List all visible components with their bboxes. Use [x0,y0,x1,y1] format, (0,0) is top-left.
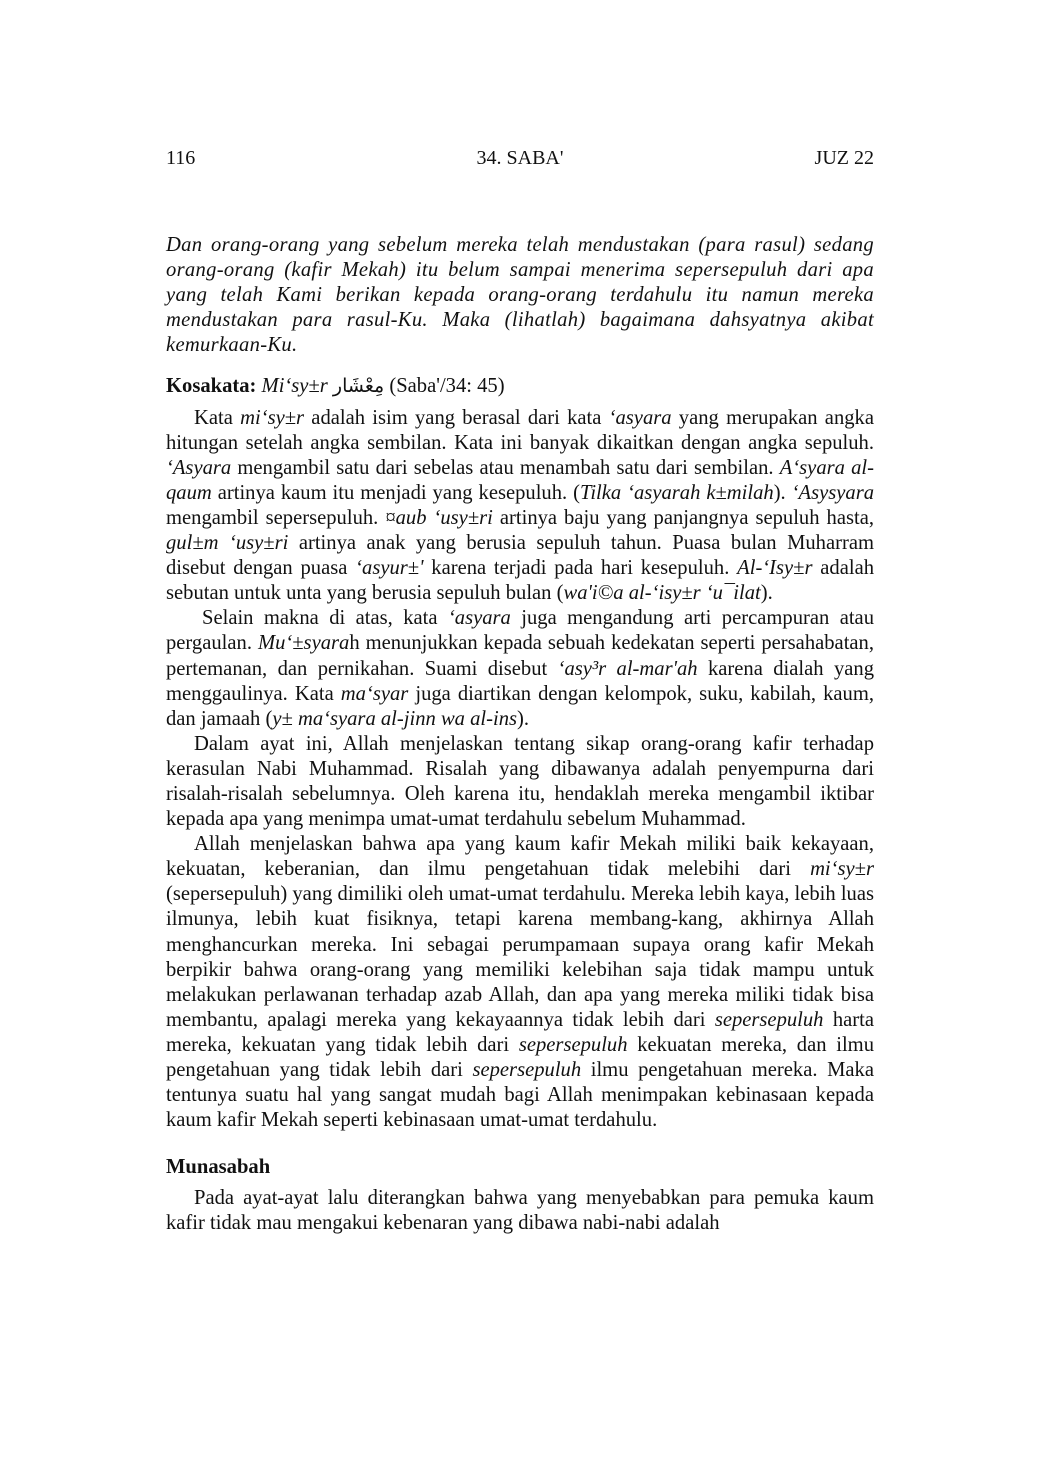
page-number: 116 [166,147,196,169]
juz-label: JUZ 22 [814,147,874,169]
paragraph-meaning: Selain makna di atas, kata ‘asyara juga mengandung arti percampuran atau pergaulan. Mu‘±syarah menunjukkan kepada sebuah kedekatan seperti persahabatan, pertemanan, dan pernikahan. Suami disebut ‘asy³r al-mar'ah karena dialah yang menggaulinya. Kata ma‘syar juga diartikan dengan kelompok, suku, kabilah, kaum, dan jamaah (y± ma‘syara al-jinn wa al-ins). [166,607,874,730]
kosakata-label: Kosakata: [166,375,257,398]
paragraph-vocabulary: Kata mi‘sy±r adalah isim yang berasal dari kata ‘asyara yang merupakan angka hitungan setelah angka sembilan. Kata ini banyak dikaitkan dengan angka sepuluh. ‘Asyara mengambil satu dari sebelas atau menambah satu dari sembilan. A‘syara al-qaum artinya kaum itu menjadi yang kesepuluh. (Tilka ‘asyarah k±milah). ‘Asysyara mengambil sepersepuluh. ¤aub ‘usy±ri artinya baju yang panjangnya sepuluh hasta, gul±m ‘usy±ri artinya anak yang berusia sepuluh tahun. Puasa bulan Muharram disebut dengan puasa ‘asyur±' karena terjadi pada hari kesepuluh. Al-‘Isy±r adalah sebutan untuk unta yang berusia sepuluh bulan (wa'i©a al-‘isy±r ‘u¯ilat). [166,406,875,605]
paragraph-munasabah: Pada ayat-ayat lalu diterangkan bahwa yang menyebabkan para pemuka kaum kafir tidak mau mengakui kebenaran yang dibawa nabi-nabi adalah [166,1187,874,1235]
kosakata-reference: (Saba'/34: 45) [389,375,505,398]
paragraph-explanation: Dalam ayat ini, Allah menjelaskan tentang sikap orang-orang kafir terhadap kerasulan Nabi Muhammad. Risalah yang dibawanya adalah penyempurna dari risalah-risalah sebelumnya. Oleh karena itu, hendaklah mereka mengambil iktibar kepada apa yang menimpa umat-umat terdahulu sebelum Muhammad. [166,732,874,831]
paragraph-comparison: Allah menjelaskan bahwa apa yang kaum kafir Mekah miliki baik kekayaan, kekuatan, keberanian, dan ilmu pengetahuan tidak melebihi dari mi‘sy±r (sepersepuluh) yang dimiliki oleh umat-umat terdahulu. Mereka lebih kaya, lebih luas ilmunya, lebih kuat fisiknya, tetapi karena membang-kang, akhirnya Allah menghancurkan mereka. Ini sebagai perumpamaan supaya orang kafir Mekah berpikir bahwa orang-orang yang memiliki kelebihan saja tidak mampu untuk melakukan perlawanan terhadap azab Allah, dan apa yang mereka miliki tidak bisa membantu, apalagi mereka yang kekayaannya tidak lebih dari sepersepuluh harta mereka, kekuatan yang tidak lebih dari sepersepuluh kekuatan mereka, dan ilmu pengetahuan yang tidak lebih dari sepersepuluh ilmu pengetahuan mereka. Maka tentunya suatu hal yang sangat mudah bagi Allah menimpakan kebinasaan kepada kaum kafir Mekah seperti kebinasaan umat-umat terdahulu. [166,833,874,1132]
chapter-title: 34. SABA' [476,147,564,169]
verse-translation: Dan orang-orang yang sebelum mereka telah mendustakan (para rasul) sedang orang-orang (kafir Mekah) itu belum sampai menerima sepersepuluh dari apa yang telah Kami berikan kepada orang-orang terdahulu itu namun mereka mendustakan para rasul-Ku. Maka (lihatlah) bagaimana dahsyatnya akibat kemurkaan-Ku. [166,234,874,357]
kosakata-term: Mi‘sy±r [261,375,328,398]
page-content [166,233,874,1236]
munasabah-heading: Munasabah [166,1156,271,1179]
kosakata-arabic: مِعْشَار [332,375,385,398]
kosakata-heading [166,374,874,399]
